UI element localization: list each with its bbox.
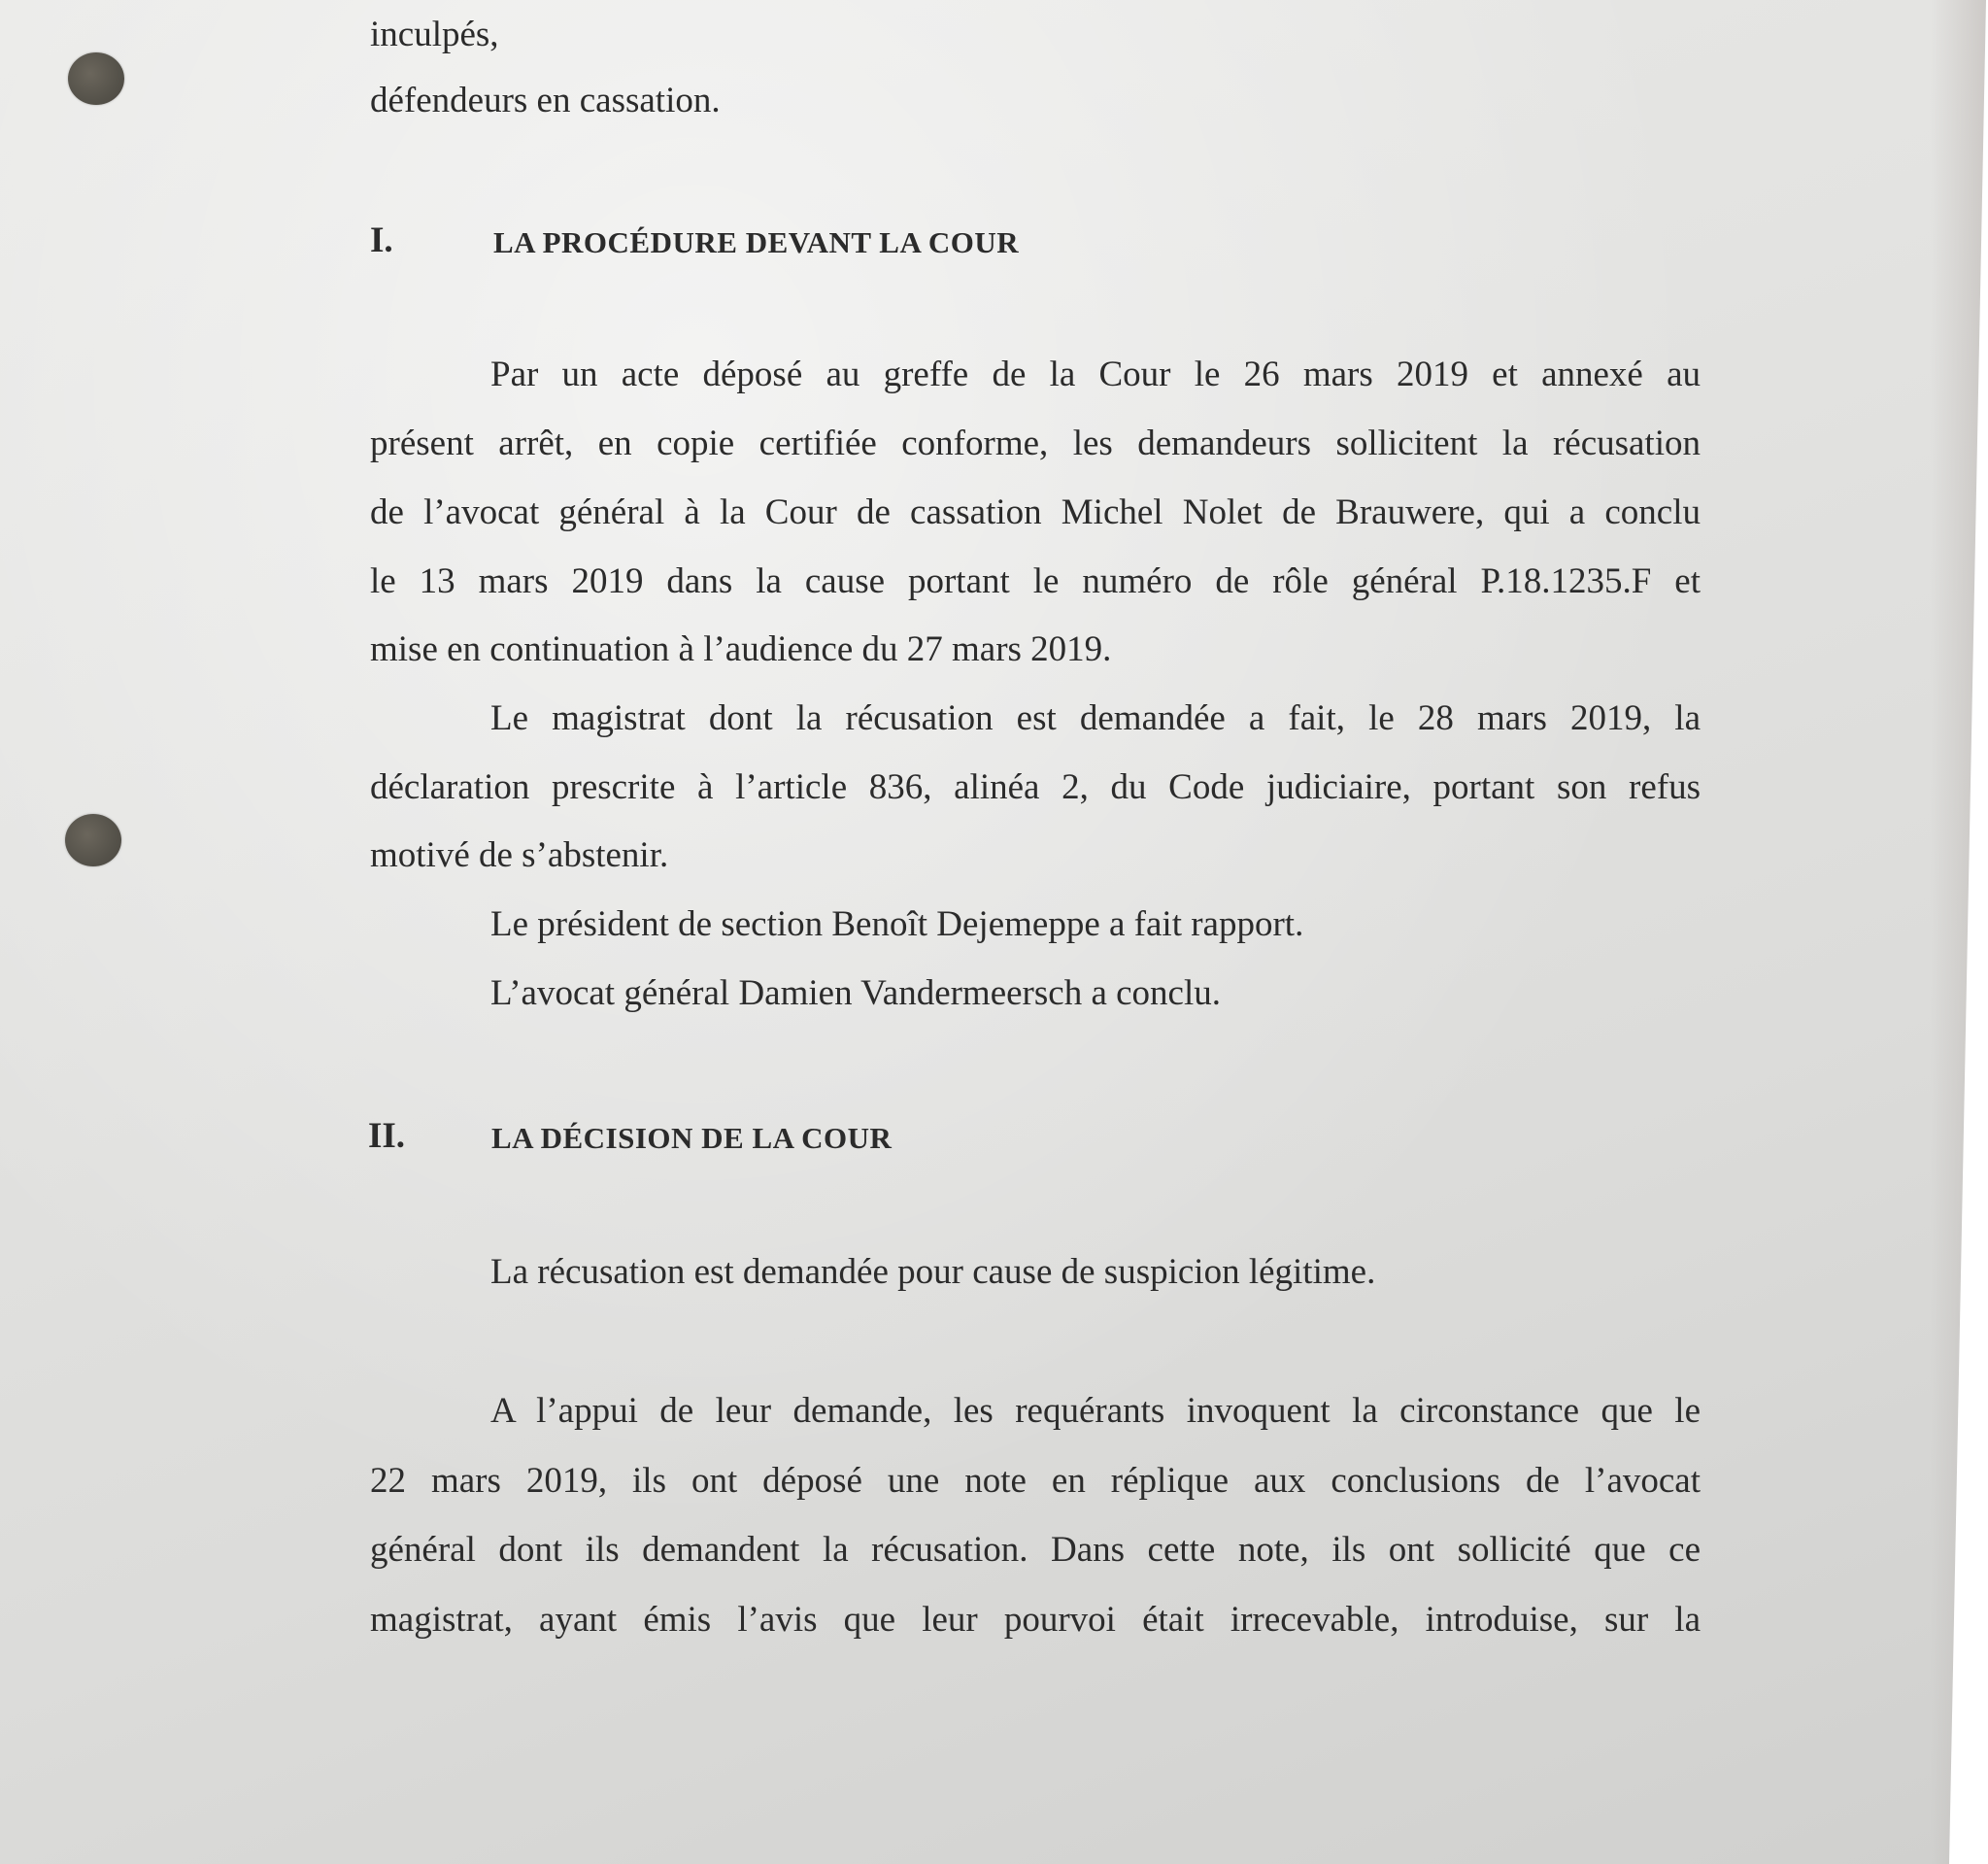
- header-line: inculpés,: [370, 15, 499, 54]
- paragraph-line: présent arrêt, en copie certifiée conforme, les demandeurs sollicitent la récusation: [370, 424, 1701, 463]
- section-number: II.: [368, 1116, 406, 1156]
- header-line: défendeurs en cassation.: [370, 81, 721, 120]
- paragraph-line: L’avocat général Damien Vandermeersch a conclu.: [490, 973, 1221, 1013]
- section-title: LA DÉCISION DE LA COUR: [491, 1121, 893, 1155]
- paragraph-line: magistrat, ayant émis l’avis que leur pourvoi était irrecevable, introduise, sur la: [370, 1600, 1701, 1640]
- punch-hole: [65, 814, 121, 866]
- paragraph-line: La récusation est demandée pour cause de suspicion légitime.: [490, 1252, 1376, 1292]
- section-number: I.: [370, 220, 393, 260]
- paragraph-line: 22 mars 2019, ils ont déposé une note en réplique aux conclusions de l’avocat: [370, 1461, 1701, 1501]
- paragraph-line: de l’avocat général à la Cour de cassation Michel Nolet de Brauwere, qui a conclu: [370, 492, 1701, 532]
- paragraph-line: mise en continuation à l’audience du 27 mars 2019.: [370, 629, 1112, 669]
- paragraph-line: Par un acte déposé au greffe de la Cour le 26 mars 2019 et annexé au: [490, 355, 1701, 394]
- paragraph-line: général dont ils demandent la récusation. Dans cette note, ils ont sollicité que ce: [370, 1530, 1701, 1570]
- paragraph-line: déclaration prescrite à l’article 836, alinéa 2, du Code judiciaire, portant son refus: [370, 767, 1701, 807]
- paragraph-line: Le magistrat dont la récusation est demandée a fait, le 28 mars 2019, la: [490, 698, 1701, 738]
- paragraph-line: A l’appui de leur demande, les requérants invoquent la circonstance que le: [490, 1391, 1701, 1431]
- punch-hole: [68, 52, 124, 105]
- paragraph-line: le 13 mars 2019 dans la cause portant le numéro de rôle général P.18.1235.F et: [370, 561, 1701, 601]
- section-title: LA PROCÉDURE DEVANT LA COUR: [493, 225, 1020, 259]
- paragraph-line: motivé de s’abstenir.: [370, 835, 669, 875]
- paragraph-line: Le président de section Benoît Dejemeppe a fait rapport.: [490, 904, 1304, 944]
